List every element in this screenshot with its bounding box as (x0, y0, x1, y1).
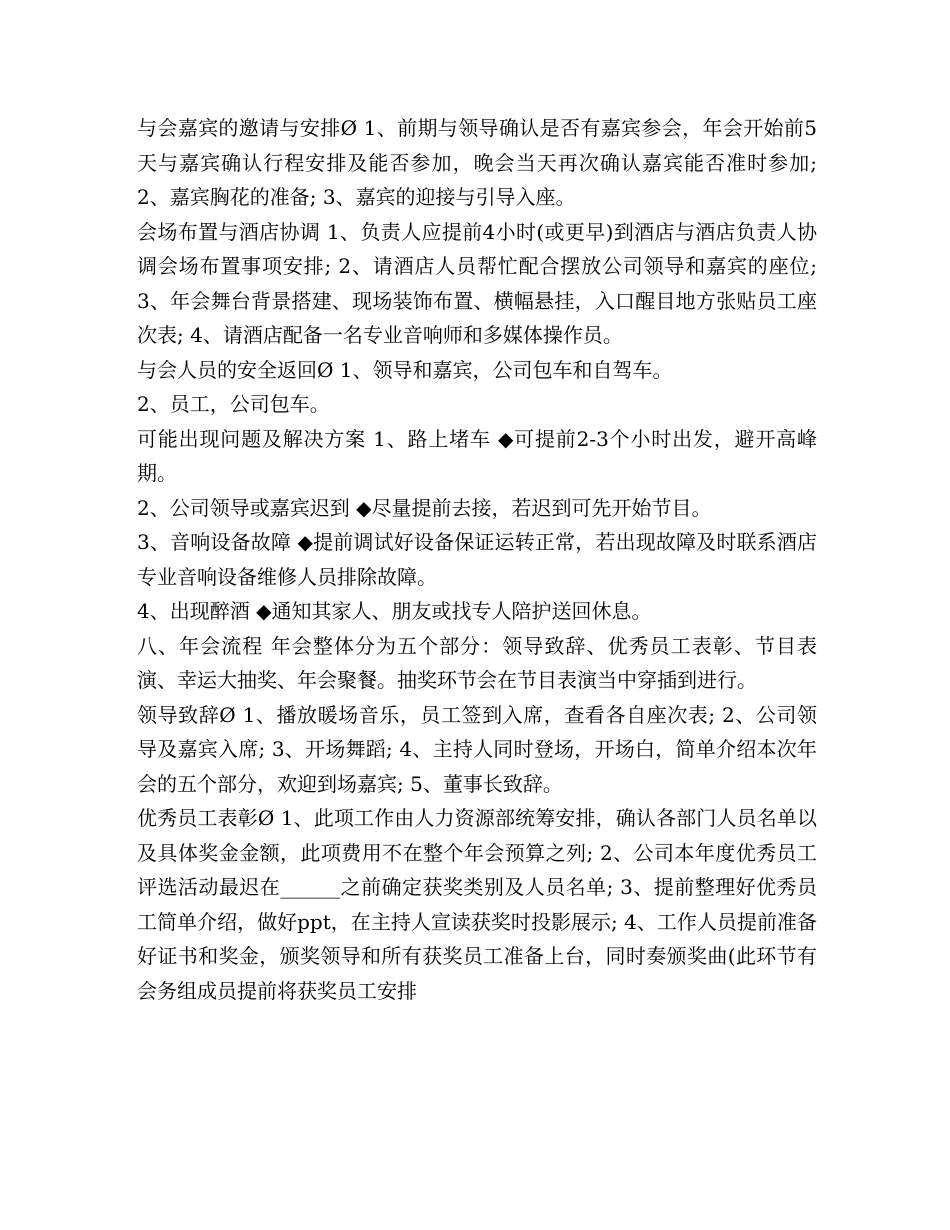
document-page (137, 111, 824, 1008)
paragraph-issues-drunk: 4、出现醉酒 ◆通知其家人、朋友或找专人陪护送回休息。 (137, 599, 652, 623)
paragraph-leader-speech: 领导致辞Ø 1、播放暖场音乐，员工签到入席，查看各自座次表; 2、公司领导及嘉宾入席; 3、开场舞蹈; 4、主持人同时登场，开场白，简单介绍本次年会的五个部分，欢迎到场嘉宾; 5、董事长致辞。 (137, 702, 817, 796)
paragraph-issues-late: 2、公司领导或嘉宾迟到 ◆尽量提前去接，若迟到可先开始节目。 (137, 495, 712, 520)
paragraph-event-flow: 八、年会流程 年会整体分为五个部分：领导致辞、优秀员工表彰、节目表演、幸运大抽奖、年会聚餐。抽奖环节会在节目表演当中穿插到进行。 (137, 633, 817, 692)
paragraph-venue-setup: 会场布置与酒店协调 1、负责人应提前4小时(或更早)到酒店与酒店负责人协调会场布置事项安排; 2、请酒店人员帮忙配合摆放公司领导和嘉宾的座位; 3、年会舞台背景搭建、现场装饰布置、横幅悬挂，入口醒目地方张贴员工座次表; 4、请酒店配备一名专业音响师和多媒体操作员。 (137, 219, 824, 347)
paragraph-issues-traffic: 可能出现问题及解决方案 1、路上堵车 ◆可提前2-3个小时出发，避开高峰期。 (137, 426, 817, 485)
paragraph-guest-invitation: 与会嘉宾的邀请与安排Ø 1、前期与领导确认是否有嘉宾参会，年会开始前5天与嘉宾确认行程安排及能否参加，晚会当天再次确认嘉宾能否准时参加; 2、嘉宾胸花的准备; 3、嘉宾的迎接与引导入座。 (137, 116, 824, 209)
paragraph-staff-bus: 2、员工，公司包车。 (137, 392, 330, 416)
paragraph-issues-audio: 3、音响设备故障 ◆提前调试好设备保证运转正常，若出现故障及时联系酒店专业音响设备维修人员排除故障。 (137, 530, 817, 589)
paragraph-employee-awards: 优秀员工表彰Ø 1、此项工作由人力资源部统筹安排，确认各部门人员名单以及具体奖金金额，此项费用不在整个年会预算之列; 2、公司本年度优秀员工评选活动最迟在______之前确定获奖类别及人员名单; 3、提前整理好优秀员工简单介绍，做好ppt，在主持人宣读获奖时投影展示; 4、工作人员提前准备好证书和奖金，颁奖领导和所有获奖员工准备上台，同时奏颁奖曲(此环节有会务组成员提前将获奖员工安排 (137, 806, 817, 1003)
paragraph-safe-return: 与会人员的安全返回Ø 1、领导和嘉宾，公司包车和自驾车。 (137, 357, 673, 382)
